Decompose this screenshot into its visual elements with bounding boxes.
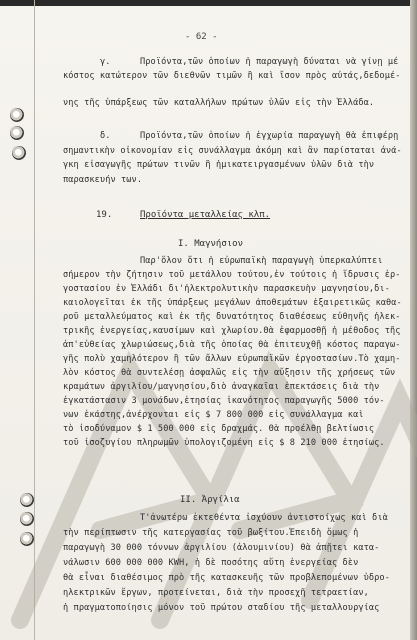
paragraph-line: ροῦ μεταλλεύματος καὶ ἐκ τῆς δυνατότητος διαθέσεως εὐθηνῆς ἠλεκ-	[63, 312, 401, 322]
paragraph-line: νης τῆς ὑπάρξεως τῶν καταλλήλων πρώτων ὑλῶν εἰς τὴν Ἑλλάδα.	[63, 98, 375, 108]
paragraph-line: τὴν περίπτωσιν τῆς κατεργασίας τοῦ βωξίτου.Ἐπειδὴ ὅμως ἡ	[63, 528, 359, 538]
paragraph-line: παρασκευήν των.	[63, 175, 143, 185]
paragraph-line: κραμάτων ἀργιλίου/μαγνησίου,διὸ ἀναγκαῖαι ἐπεκτάσεις διὰ τὴν	[63, 382, 380, 392]
paragraph-line: νάλωσιν 600 000 000 KWH, ἡ δὲ ποσότης αὕτη ἐνεργείας δὲν	[63, 558, 359, 568]
paragraph-line: γοστασίου ἐν Ἑλλάδι δι'ἠλεκτρολυτικὴν παρασκευὴν μαγνησίου,δι-	[63, 284, 390, 294]
section-title: Προϊόντα μεταλλείας κλπ.	[140, 210, 271, 220]
paragraph-line: θὰ εἶναι διαθέσιμος πρὸ τῆς κατασκευῆς τῶν προβλεπομένων ὑδρο-	[63, 573, 390, 583]
paragraph-line: τρικῆς ἐνεργείας,καυσίμων καὶ χλωρίου.Θὰ ἐφαρμοσθῇ ἡ μέθοδος τῆς	[63, 326, 401, 336]
paragraph-line: σήμερον τὴν ζήτησιν τοῦ μετάλλου τούτου,ἐν τούτοις ἡ ἵδρυσις ἐρ-	[63, 270, 401, 280]
punch-hole-icon	[20, 493, 34, 507]
scan-border-top	[0, 0, 417, 6]
page-number: - 62 -	[185, 32, 218, 42]
paragraph-line: καιολογεῖται ἐκ τῆς ὑπάρξεως μεγάλων ἀποθεμάτων ἐξαιρετικῶς καθα-	[63, 298, 402, 308]
paragraph-marker: γ.	[100, 57, 111, 67]
paragraph-line: Τ'ἀνωτέρω ἐκτεθέντα ἰσχύουν ἀντιστοίχως καὶ διὰ	[140, 513, 388, 523]
paragraph-line: τὸ ἰσοδύναμον $ 1 500 000 εἰς δραχμάς. Θὰ προέλθῃ βελτίωσις	[63, 424, 375, 434]
punch-hole-icon	[10, 126, 24, 140]
paragraph-line: ηλεκτρικῶν ἔργων, προτείνεται, διὰ τὴν προσεχῆ τετραετίαν,	[63, 588, 369, 598]
paragraph-line: γῆς πολὺ χαμηλότερον ἢ τῶν ἄλλων εὐρωπαϊκῶν ἐργοστασίων.Τὸ χαμη-	[63, 354, 401, 364]
paragraph-line: ἐγκατάστασιν 3 μονάδων,ἑτησίας ἱκανότητος παραγωγῆς 5000 τόν-	[63, 396, 385, 406]
paragraph-line: νων ἑκάστης,ἀνέρχονται εἰς $ 7 800 000 εἰς συνάλλαγμα καὶ	[63, 410, 364, 420]
paragraph-line: γκη εἰσαγωγῆς πρώτων τινῶν ἢ ἡμικατειργασμένων ὑλῶν διὰ τὴν	[63, 160, 375, 170]
paragraph-line: παραγωγὴ 30 000 τόννων ἀργιλίου (ἀλουμινίου) θὰ ἀπῇτει κατα-	[63, 543, 380, 553]
punch-hole-icon	[20, 512, 34, 526]
punch-hole-icon	[20, 532, 34, 546]
paragraph-line: ἀπ'εὐθείας χλωριώσεως,διὰ τῆς ὁποίας θὰ ἐπιτευχθῇ κόστος παραγω-	[63, 340, 401, 350]
paragraph-line: λὸν κόστος θὰ συντελέσῃ ἀσφαλῶς εἰς τὴν αὔξησιν τῆς χρήσεως τῶν	[63, 368, 396, 378]
subsection-title: I. Μαγνήσιον	[178, 239, 244, 249]
punch-hole-icon	[10, 108, 24, 122]
scan-border-right	[410, 0, 417, 640]
paragraph-line: κόστος κατώτερον τῶν διεθνῶν τιμῶν ἢ καὶ ἴσον πρὸς αὐτάς,δεδομέ-	[63, 71, 401, 81]
margin-line	[34, 0, 35, 640]
paragraph-line: τοῦ ἰσοζυγίου πληρωμῶν ὑπολογιζομένη εἰς $ 8 210 000 ἐτησίως.	[63, 438, 385, 448]
subsection-title: II. Ἀργίλια	[180, 495, 240, 505]
paragraph-line: Προϊόντα,τῶν ὁποίων ἡ ἐγχωρία παραγωγὴ θὰ ἐπιφέρῃ	[140, 131, 399, 141]
paragraph-line: Παρ'ὅλον ὅτι ἡ εὐρωπαϊκὴ παραγωγὴ ὑπερκαλύπτει	[140, 256, 383, 266]
paragraph-line: Προϊόντα,τῶν ὁποίων ἡ παραγωγὴ δύναται νὰ γίνῃ μέ	[140, 57, 399, 67]
section-number: 19.	[96, 210, 113, 220]
paragraph-line: ἡ πραγματοποίησις μόνον τοῦ πρώτου σταδίου τῆς μεταλλουργίας	[63, 603, 380, 613]
punch-hole-icon	[12, 146, 26, 160]
paragraph-marker: δ.	[100, 131, 111, 141]
paragraph-line: σημαντικὴν οἰκονομίαν εἰς συνάλλαγμα ἀκόμη καὶ ἂν παρίσταται ἀνά-	[63, 146, 402, 156]
